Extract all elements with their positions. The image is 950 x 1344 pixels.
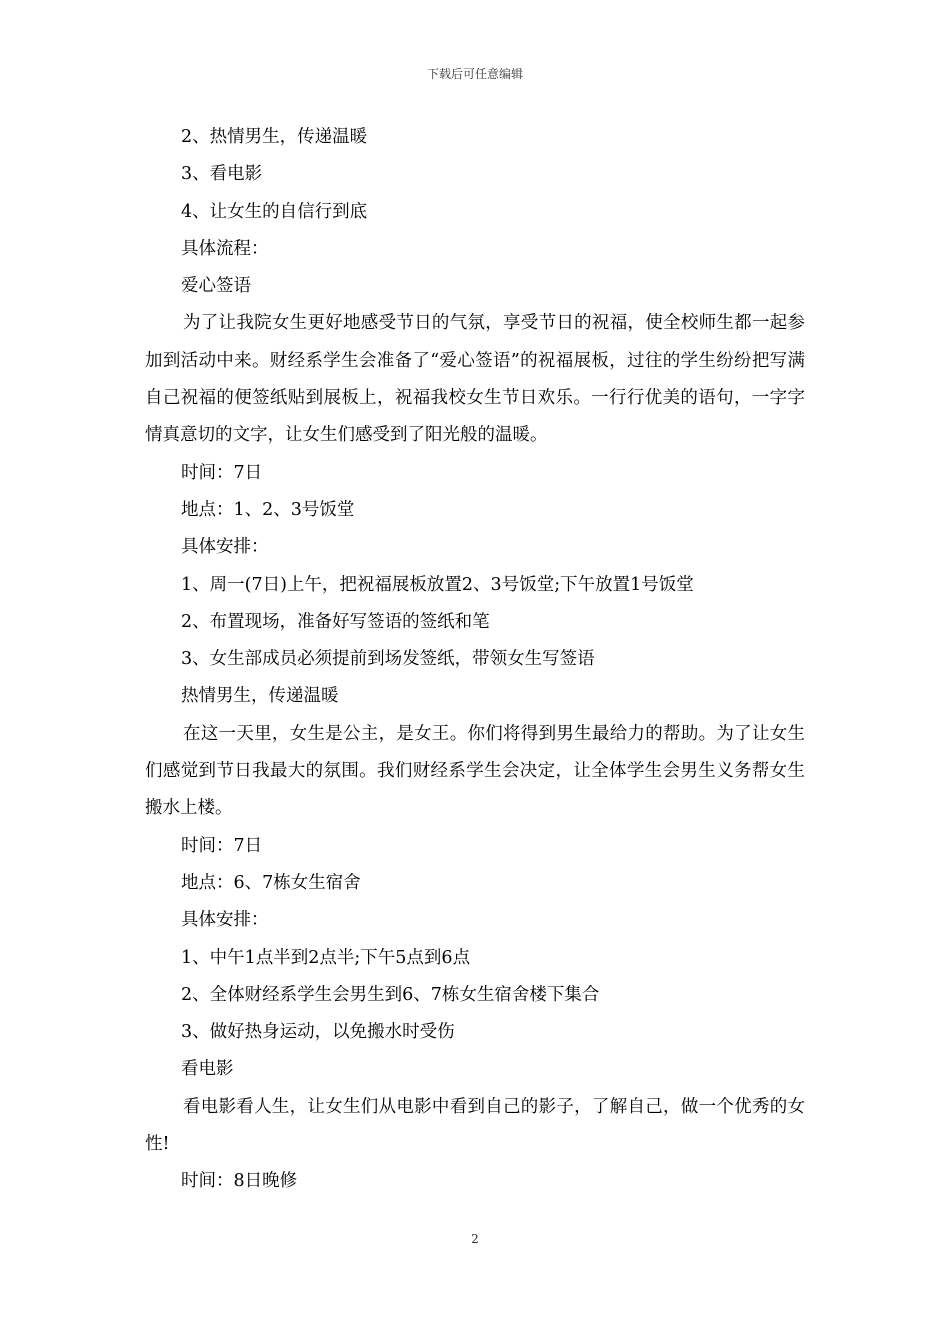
list-item: 2、全体财经系学生会男生到6、7栋女生宿舍楼下集合 xyxy=(181,984,600,1005)
list-item: 1、周一(7日)上午，把祝福展板放置2、3号饭堂;下午放置1号饭堂 xyxy=(181,574,694,595)
section-label: 具体安排： xyxy=(181,537,269,558)
paragraph: 在这一天里，女生是公主，是女王。你们将得到男生最给力的帮助。为了让女生们感觉到节日我最大的氛围。我们财经系学生会决定，让全体学生会男生义务帮女生搬水上楼。 xyxy=(145,723,805,819)
page-header: 下载后可任意编辑 xyxy=(426,67,523,81)
paragraph: 为了让我院女生更好地感受节日的气氛，享受节日的祝福，使全校师生都一起参加到活动中来。财经系学生会准备了“爱心签语”的祝福展板，过往的学生纷纷把写满自己祝福的便签纸贴到展板上，祝福我校女生节日欢乐。一行行优美的语句，一字字情真意切的文字，让女生们感受到了阳光般的温暖。 xyxy=(145,313,805,446)
document-body xyxy=(145,119,805,1201)
time-line: 时间：8日晚修 xyxy=(181,1171,298,1192)
section-label: 具体流程： xyxy=(181,238,269,259)
list-item: 1、中午1点半到2点半;下午5点到6点 xyxy=(181,947,471,968)
section-heading: 爱心签语 xyxy=(181,276,251,297)
location-line: 地点：6、7栋女生宿舍 xyxy=(181,872,361,893)
list-item: 2、热情男生，传递温暖 xyxy=(181,127,368,147)
list-item: 3、女生部成员必须提前到场发签纸，带领女生写签语 xyxy=(181,649,595,670)
list-item: 3、看电影 xyxy=(181,164,263,185)
page-number: 2 xyxy=(471,1232,479,1246)
time-line: 时间：7日 xyxy=(181,462,263,483)
time-line: 时间：7日 xyxy=(181,835,263,856)
section-heading: 看电影 xyxy=(181,1059,234,1080)
section-heading: 热情男生，传递温暖 xyxy=(181,686,339,707)
list-item: 4、让女生的自信行到底 xyxy=(181,201,368,222)
list-item: 3、做好热身运动，以免搬水时受伤 xyxy=(181,1022,455,1043)
location-line: 地点：1、2、3号饭堂 xyxy=(181,499,355,520)
list-item: 2、布置现场，准备好写签语的签纸和笔 xyxy=(181,611,490,632)
section-label: 具体安排： xyxy=(181,910,269,931)
paragraph: 看电影看人生，让女生们从电影中看到自己的影子，了解自己，做一个优秀的女性! xyxy=(145,1096,805,1155)
